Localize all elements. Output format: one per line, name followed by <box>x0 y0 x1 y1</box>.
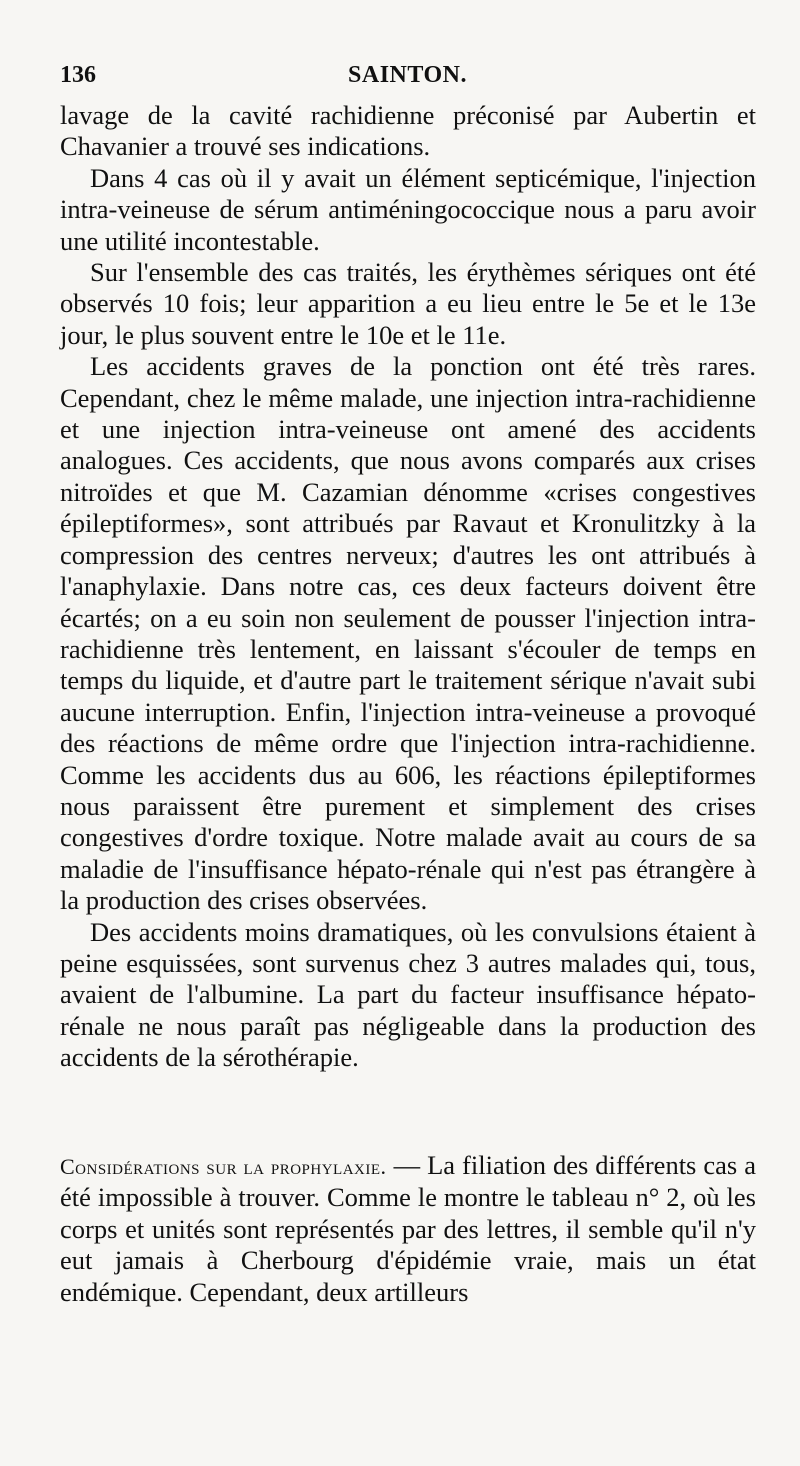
running-head: SAINTON. <box>348 62 467 88</box>
section-heading: Considérations sur la prophylaxie. <box>60 1154 387 1179</box>
body-text <box>60 100 756 1074</box>
page-number: 136 <box>60 62 96 88</box>
section-prophylaxie <box>60 1150 756 1308</box>
page-header <box>60 58 755 92</box>
paragraph: Dans 4 cas où il y avait un élément septicémique, l'injection intra-veineuse de sérum antiméningococcique nous a paru avoir une utilité incontestable. <box>60 162 756 256</box>
paragraph: Des accidents moins dramatiques, où les convulsions étaient à peine esquissées, sont survenus chez 3 autres malades qui, tous, avaient de l'albumine. La part du facteur insuffisance hépato-rénale ne nous paraît pas négligeable dans la production des accidents de la sérothérapie. <box>60 916 756 1073</box>
paragraph: Les accidents graves de la ponction ont été très rares. Cependant, chez le même malade, une injection intra-rachidienne et une injection intra-veineuse ont amené des accidents analogues. Ces accidents, que nous avons comparés aux crises nitroïdes et que M. Cazamian dénomme «crises congestives épileptiformes», sont attribués par Ravaut et Kronulitzky à la compression des centres nerveux; d'autres les ont attribués à l'anaphylaxie. Dans notre cas, ces deux facteurs doivent être écartés; on a eu soin non seulement de pousser l'injection intra-rachidienne très lentement, en laissant s'écouler de temps en temps du liquide, et d'autre part le traitement sérique n'avait subi aucune interruption. Enfin, l'injection intra-veineuse a provoqué des réactions de même ordre que l'injection intra-rachidienne. Comme les accidents dus au 606, les réactions épileptiformes nous paraissent être purement et simplement des crises congestives d'ordre toxique. Notre malade avait au cours de sa maladie de l'insuffisance hépato-rénale qui n'est pas étrangère à la production des crises observées. <box>60 351 756 916</box>
section-text: — La filiation des différents cas a été impossible à trouver. Comme le montre le tableau n° 2, où les corps et unités sont représentés par des lettres, il semble qu'il n'y eut jamais à Cherbourg d'épidémie vraie, mais un état endémique. Cependant, deux artilleurs <box>60 1150 756 1307</box>
paragraph: Sur l'ensemble des cas traités, les érythèmes sériques ont été observés 10 fois; leur apparition a eu lieu entre le 5e et le 13e jour, le plus souvent entre le 10e et le 11e. <box>60 257 756 350</box>
paragraph: lavage de la cavité rachidienne préconisé par Aubertin et Chavanier a trouvé ses indications. <box>60 100 756 162</box>
section-paragraph <box>60 1150 756 1308</box>
